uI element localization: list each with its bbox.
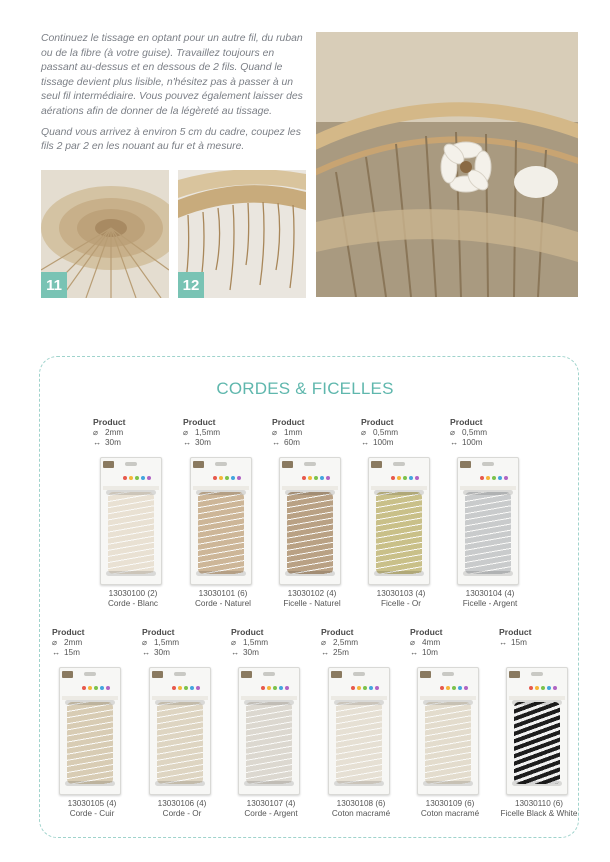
product-code: 13030105 (4)	[67, 799, 117, 808]
product-name: Corde - Argent	[244, 809, 298, 818]
pack-header	[150, 668, 210, 696]
diameter-icon: ⌀	[361, 428, 366, 437]
pack-header	[458, 458, 518, 486]
product-name: Corde - Blanc	[107, 599, 159, 608]
product-length-value: 30m	[195, 438, 211, 447]
instructions-text	[41, 32, 309, 161]
cord-spool	[287, 492, 333, 574]
product-name: Coton macramé	[331, 809, 391, 818]
product-code: 13030104 (4)	[465, 589, 515, 598]
hanger-hole	[263, 672, 275, 676]
pack-label	[509, 671, 520, 678]
length-icon: ↔	[142, 648, 151, 657]
product-diameter-value: 2mm	[105, 428, 124, 437]
product-diameter-value: 2mm	[64, 638, 83, 647]
product-code: 13030100 (2)	[108, 589, 158, 598]
product-length	[361, 438, 441, 448]
pack-header	[280, 458, 340, 486]
product-length	[450, 438, 530, 448]
product-length-value: 30m	[243, 648, 259, 657]
product-diameter	[272, 428, 352, 438]
instructions-paragraph-1: Continuez le tissage en optant pour un autre fil, du ruban ou de la fibre (à votre guise). Travaillez toujours en passant au-dessus et en dessous de 2 fils. Quand le tissage devient plus lisible, n'hésitez pas à passer à un seul fil intermédiaire. Vous pouvez également laisser des aérations afin de donner de la légèreté au tissage.	[41, 33, 303, 117]
hanger-hole	[531, 672, 543, 676]
product-diameter	[450, 428, 530, 438]
length-icon: ↔	[231, 648, 240, 657]
blister-pack-image	[279, 457, 341, 585]
product-title: Product	[142, 627, 175, 637]
pack-header	[60, 668, 120, 696]
product-length-value: 15m	[64, 648, 80, 657]
pack-header	[507, 668, 567, 696]
product-code: 13030101 (6)	[198, 589, 248, 598]
diameter-icon: ⌀	[183, 428, 188, 437]
product-card	[231, 627, 311, 817]
product-name: Ficelle - Naturel	[283, 599, 341, 608]
step-12-photo	[178, 170, 306, 298]
product-length-value: 100m	[373, 438, 394, 447]
woven-hoop-photo	[316, 32, 578, 297]
pack-label	[371, 461, 382, 468]
product-code: 13030103 (4)	[376, 589, 426, 598]
product-diameter-value: 1,5mm	[154, 638, 180, 647]
product-title: Product	[450, 417, 483, 427]
product-card	[450, 417, 530, 607]
pack-label	[62, 671, 73, 678]
product-diameter	[361, 428, 441, 438]
woven-hoop-image	[316, 32, 578, 297]
product-card	[183, 417, 263, 607]
product-card	[361, 417, 441, 607]
cord-spool	[246, 702, 292, 784]
hanger-hole	[482, 462, 494, 466]
product-diameter	[410, 638, 490, 648]
blister-pack-image	[368, 457, 430, 585]
product-length	[272, 438, 352, 448]
product-name: Ficelle Black & White	[500, 809, 578, 818]
length-icon: ↔	[272, 438, 281, 447]
product-card	[52, 627, 132, 817]
length-icon: ↔	[450, 438, 459, 447]
product-card	[142, 627, 222, 817]
product-diameter-value: 4mm	[422, 638, 441, 647]
length-icon: ↔	[93, 438, 102, 447]
product-length	[499, 638, 579, 648]
brand-logo-dots	[213, 476, 241, 480]
product-diameter-value: 1mm	[284, 428, 303, 437]
product-length	[93, 438, 173, 448]
blister-pack-image	[457, 457, 519, 585]
diameter-icon: ⌀	[410, 638, 415, 647]
pack-label	[282, 461, 293, 468]
hanger-hole	[125, 462, 137, 466]
blister-pack-image	[328, 667, 390, 795]
product-diameter-value: 0,5mm	[373, 428, 399, 437]
product-code: 13030108 (6)	[336, 799, 386, 808]
blister-pack-image	[190, 457, 252, 585]
product-name: Ficelle - Argent	[462, 599, 518, 608]
product-name: Corde - Naturel	[195, 599, 251, 608]
diameter-icon: ⌀	[231, 638, 236, 647]
product-length	[183, 438, 263, 448]
product-code: 13030102 (4)	[287, 589, 337, 598]
pack-header	[191, 458, 251, 486]
product-title: Product	[231, 627, 264, 637]
cord-spool	[376, 492, 422, 574]
product-length-value: 25m	[333, 648, 349, 657]
brand-logo-dots	[480, 476, 508, 480]
blister-pack-image	[149, 667, 211, 795]
product-length	[52, 648, 132, 658]
pack-label	[152, 671, 163, 678]
hanger-hole	[442, 672, 454, 676]
product-card	[93, 417, 173, 607]
cord-spool	[425, 702, 471, 784]
diameter-icon: ⌀	[52, 638, 57, 647]
blister-pack-image	[238, 667, 300, 795]
step-11-photo	[41, 170, 169, 298]
diameter-icon: ⌀	[450, 428, 455, 437]
product-diameter-value: 2,5mm	[333, 638, 359, 647]
pack-label	[193, 461, 204, 468]
blister-pack-image	[417, 667, 479, 795]
hanger-hole	[174, 672, 186, 676]
hanger-hole	[353, 672, 365, 676]
hanger-hole	[393, 462, 405, 466]
length-icon: ↔	[361, 438, 370, 447]
brand-logo-dots	[82, 686, 110, 690]
product-name: Ficelle - Or	[380, 599, 422, 608]
diameter-icon: ⌀	[142, 638, 147, 647]
diameter-icon: ⌀	[93, 428, 98, 437]
cord-spool	[336, 702, 382, 784]
step-12-badge: 12	[178, 272, 204, 298]
pack-header	[239, 668, 299, 696]
cord-spool	[198, 492, 244, 574]
brand-logo-dots	[351, 686, 379, 690]
section-title: CORDES & FICELLES	[216, 379, 394, 398]
product-card	[499, 627, 579, 817]
hanger-hole	[84, 672, 96, 676]
length-icon: ↔	[321, 648, 330, 657]
length-icon: ↔	[410, 648, 419, 657]
length-icon: ↔	[52, 648, 61, 657]
pack-label	[460, 461, 471, 468]
pack-label	[331, 671, 342, 678]
product-code: 13030107 (4)	[246, 799, 296, 808]
product-length	[410, 648, 490, 658]
product-length-value: 10m	[422, 648, 438, 657]
cord-spool	[514, 702, 560, 784]
pack-label	[103, 461, 114, 468]
brand-logo-dots	[123, 476, 151, 480]
product-length-value: 15m	[511, 638, 527, 647]
product-title: Product	[93, 417, 126, 427]
cord-spool	[108, 492, 154, 574]
product-length-value: 30m	[105, 438, 121, 447]
cord-spool	[67, 702, 113, 784]
product-title: Product	[183, 417, 216, 427]
blister-pack-image	[506, 667, 568, 795]
product-code: 13030109 (6)	[425, 799, 475, 808]
brand-logo-dots	[172, 686, 200, 690]
product-card	[321, 627, 401, 817]
brand-logo-dots	[302, 476, 330, 480]
product-title: Product	[52, 627, 85, 637]
product-diameter	[321, 638, 401, 648]
product-diameter	[52, 638, 132, 648]
hanger-hole	[215, 462, 227, 466]
product-diameter-value: 1,5mm	[243, 638, 269, 647]
pack-header	[329, 668, 389, 696]
product-diameter	[231, 638, 311, 648]
product-length-value: 30m	[154, 648, 170, 657]
product-card	[272, 417, 352, 607]
product-title: Product	[321, 627, 354, 637]
hanger-hole	[304, 462, 316, 466]
pack-header	[369, 458, 429, 486]
brand-logo-dots	[261, 686, 289, 690]
product-diameter	[183, 428, 263, 438]
brand-logo-dots	[440, 686, 468, 690]
product-title: Product	[410, 627, 443, 637]
diameter-icon: ⌀	[272, 428, 277, 437]
product-name: Coton macramé	[420, 809, 480, 818]
product-length	[231, 648, 311, 658]
brand-logo-dots	[391, 476, 419, 480]
length-icon: ↔	[183, 438, 192, 447]
cord-spool	[465, 492, 511, 574]
product-length-value: 100m	[462, 438, 483, 447]
product-name: Corde - Cuir	[69, 809, 115, 818]
product-diameter	[142, 638, 222, 648]
pack-header	[101, 458, 161, 486]
product-diameter-value: 1,5mm	[195, 428, 221, 437]
pack-label	[241, 671, 252, 678]
product-name: Corde - Or	[162, 809, 202, 818]
product-length	[321, 648, 401, 658]
product-title: Product	[499, 627, 532, 637]
product-diameter	[93, 428, 173, 438]
product-code: 13030110 (6)	[514, 799, 564, 808]
pack-header	[418, 668, 478, 696]
instructions-paragraph-2: Quand vous arrivez à environ 5 cm du cadre, coupez les fils 2 par 2 en les nouant au fur et à mesure.	[41, 126, 301, 153]
cord-spool	[157, 702, 203, 784]
product-card	[410, 627, 490, 817]
product-length	[142, 648, 222, 658]
product-title: Product	[272, 417, 305, 427]
product-length-value: 60m	[284, 438, 300, 447]
brand-logo-dots	[529, 686, 557, 690]
step-11-badge: 11	[41, 272, 67, 298]
product-title: Product	[361, 417, 394, 427]
diameter-icon: ⌀	[321, 638, 326, 647]
blister-pack-image	[100, 457, 162, 585]
pack-label	[420, 671, 431, 678]
product-code: 13030106 (4)	[157, 799, 207, 808]
length-icon: ↔	[499, 638, 508, 647]
blister-pack-image	[59, 667, 121, 795]
product-diameter-value: 0,5mm	[462, 428, 488, 437]
